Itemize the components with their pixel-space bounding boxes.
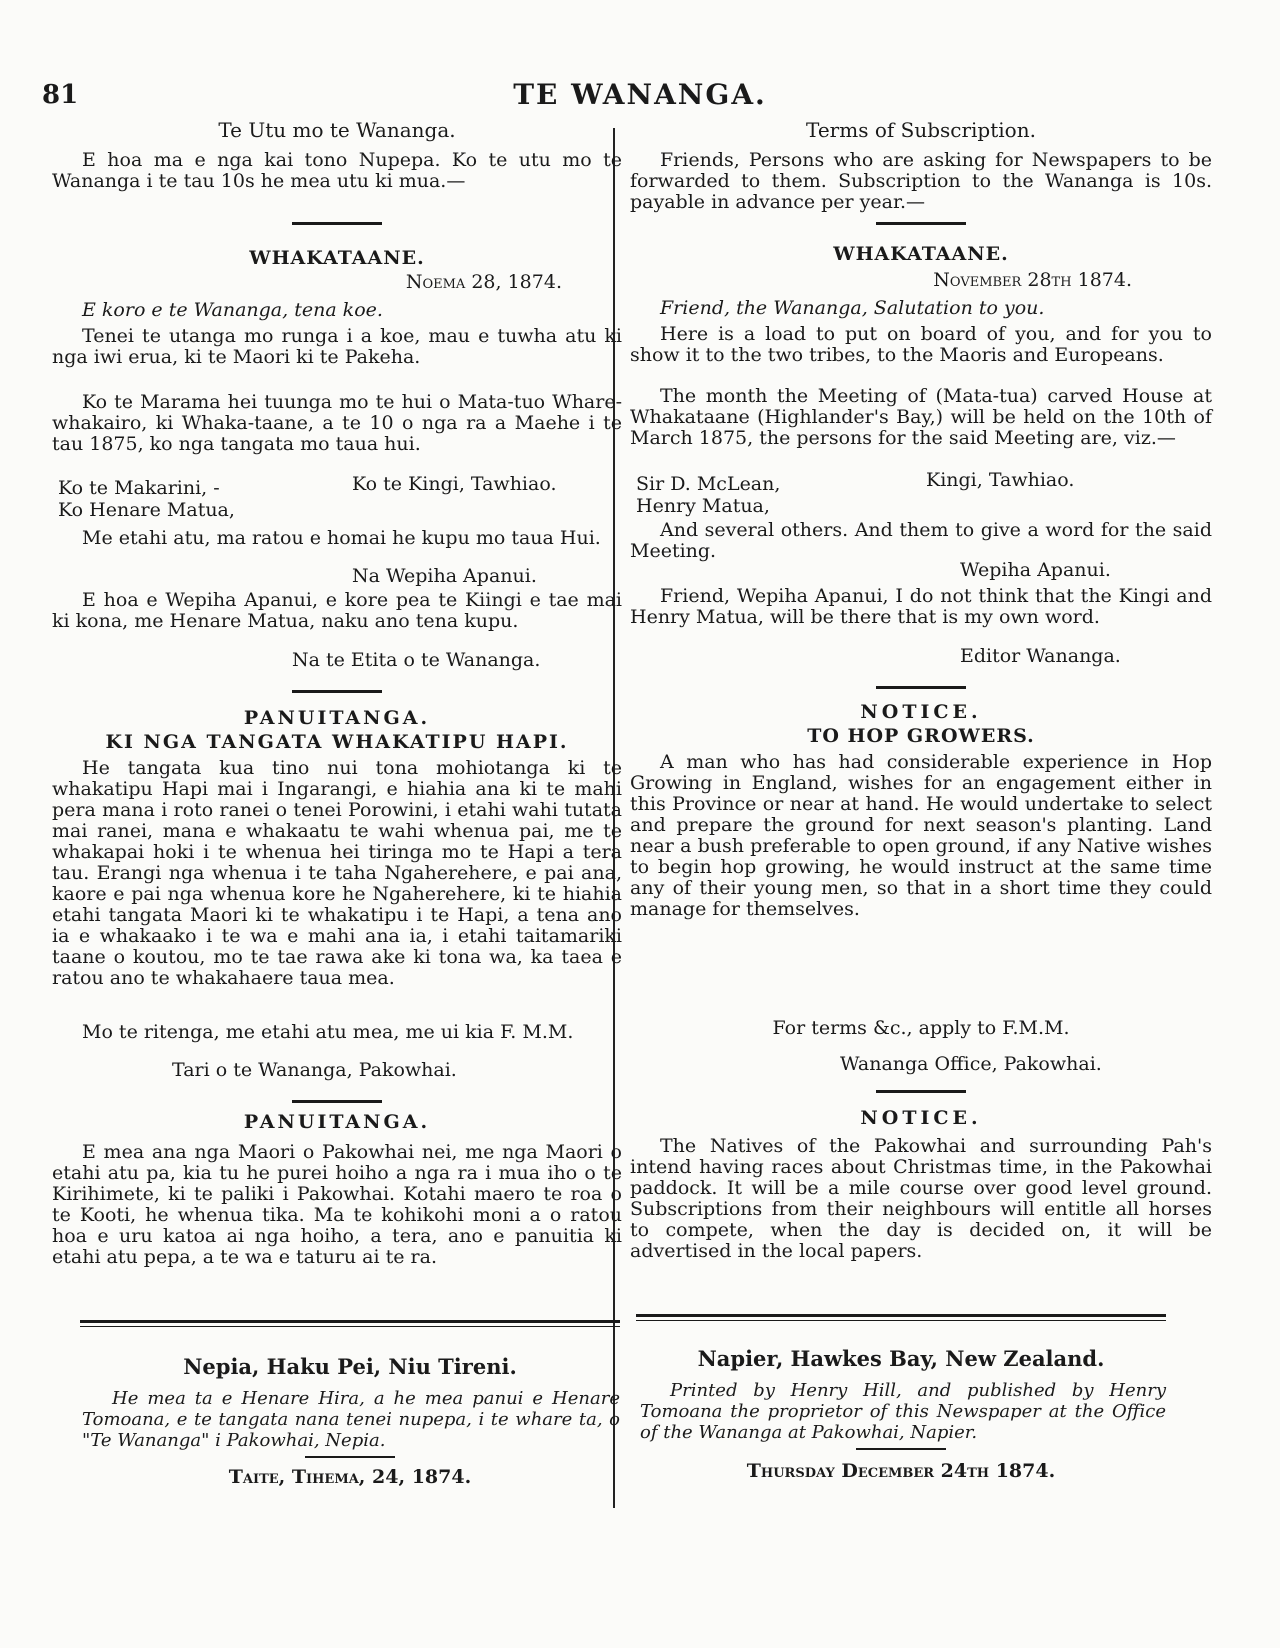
page-number: 81 <box>42 80 79 110</box>
divider <box>292 1100 382 1103</box>
notice-subheading: TO HOP GROWERS. <box>807 725 1035 747</box>
divider <box>856 1448 946 1450</box>
imprint-text: He mea ta e Henare Hira, a he mea panui e Henare Tomoana, e te tangata nana tenei nupepa, i te whare ta, o "Te Wananga" i Pakowhai, Nepia. <box>82 1388 620 1451</box>
letter-heading: WHAKATAANE. <box>833 243 1009 265</box>
footer-rule <box>80 1320 620 1323</box>
letter-paragraph: Here is a load to put on board of you, and for you to show it to the two tribes, to the Maoris and Europeans. <box>630 323 1212 366</box>
attendee-name: Kingi, Tawhiao. <box>926 469 1075 491</box>
letter-date: November 28th 1874. <box>933 269 1132 291</box>
subscription-title: Te Utu mo te Wananga. <box>218 118 456 142</box>
letter-paragraph: Tenei te utanga mo runga i a koe, mau e tuwha atu ki nga iwi erua, ki te Maori ki te Pakeha. <box>52 325 622 368</box>
attendee-name: Ko Henare Matua, <box>58 499 235 521</box>
subscription-text: Friends, Persons who are asking for Newspapers to be forwarded to them. Subscription to the Wananga is 10s. payable in advance per year.— <box>630 149 1212 213</box>
letter-date: Noema 28, 1874. <box>405 271 562 293</box>
attendee-name: Ko te Makarini, - <box>58 477 220 499</box>
letter-paragraph: The month the Meeting of (Mata-tua) carved House at Whakataane (Highlander's Bay,) will be held on the 10th of March 1875, the persons for the said Meeting are, viz.— <box>630 385 1212 449</box>
footer-rule <box>80 1326 620 1327</box>
letter-salutation: Friend, the Wananga, Salutation to you. <box>660 297 1045 319</box>
imprint-text: Printed by Henry Hill, and published by Henry Tomoana the proprietor of this Newspaper at the Office of the Wananga at Pakowhai, Napier. <box>640 1380 1166 1443</box>
reply-signature: Na te Etita o te Wananga. <box>292 649 541 671</box>
divider <box>305 1456 395 1458</box>
divider <box>292 222 382 225</box>
reply-signature: Editor Wananga. <box>960 645 1121 667</box>
notice-office: Wananga Office, Pakowhai. <box>840 1053 1102 1075</box>
notice-heading: NOTICE. <box>860 701 982 723</box>
footer-rule <box>636 1320 1166 1321</box>
letter-paragraph: Ko te Marama hei tuunga mo te hui o Mata-tuo Whare-whakairo, ki Whaka-taane, a te 10 o nga ra a Maehe i te tau 1875, ko nga tangata mo taua hui. <box>52 391 622 455</box>
divider <box>876 222 966 225</box>
subscription-title: Terms of Subscription. <box>806 118 1036 142</box>
divider <box>292 690 382 693</box>
letter-paragraph: Me etahi atu, ma ratou e homai he kupu mo taua Hui. <box>82 527 601 549</box>
notice-heading: PANUITANGA. <box>243 707 431 729</box>
attendee-name: Henry Matua, <box>636 495 770 517</box>
newspaper-title: TE WANANGA. <box>513 78 767 111</box>
letter-signature: Wepiha Apanui. <box>960 559 1111 581</box>
footer-rule <box>636 1314 1166 1317</box>
notice-heading: PANUITANGA. <box>243 1111 431 1133</box>
letter-heading: WHAKATAANE. <box>249 247 425 269</box>
divider <box>876 686 966 689</box>
divider <box>876 1090 966 1093</box>
notice-subheading: KI NGA TANGATA WHAKATIPU HAPI. <box>105 731 569 753</box>
notice-office: Tari o te Wananga, Pakowhai. <box>172 1059 457 1081</box>
notice-contact: Mo te ritenga, me etahi atu mea, me ui kia F. M.M. <box>82 1021 574 1043</box>
notice-contact: For terms &c., apply to F.M.M. <box>772 1017 1070 1039</box>
imprint-date: Taite, Tihema, 24, 1874. <box>228 1466 472 1488</box>
editor-reply: E hoa e Wepiha Apanui, e kore pea te Kiingi e tae mai ki kona, me Henare Matua, naku ano tena kupu. <box>52 589 622 632</box>
masthead <box>0 78 1280 118</box>
letter-paragraph: And several others. And them to give a word for the said Meeting. <box>630 519 1212 562</box>
notice-text: A man who has had considerable experience in Hop Growing in England, wishes for an engagement either in this Province or near at hand. He would undertake to select and prepare the ground for next season's planting. Land near a bush preferable to open ground, if any Native wishes to begin hop growing, he would instruct at the same time any of their young men, so that in a short time they could manage for themselves. <box>630 751 1212 920</box>
attendee-name: Ko te Kingi, Tawhiao. <box>352 473 557 495</box>
subscription-text: E hoa ma e nga kai tono Nupepa. Ko te utu mo te Wananga i te tau 10s he mea utu ki mua.— <box>52 149 622 192</box>
letter-salutation: E koro e te Wananga, tena koe. <box>82 299 383 321</box>
letter-signature: Na Wepiha Apanui. <box>352 565 537 587</box>
notice-text: E mea ana nga Maori o Pakowhai nei, me nga Maori o etahi atu pa, kia tu he purei hoiho a nga ra i mua iho o te Kirihimete, ki te paliki i Pakowhai. Kotahi maero te roa o te Kooti, he whenua tika. Ma te kohikohi moni a o ratou hoa e uru katoa ai nga hoiho, a tera, ano e panuitia ki etahi atu pepa, a te wa e taturu ai te ra. <box>52 1141 622 1268</box>
imprint-place: Napier, Hawkes Bay, New Zealand. <box>697 1346 1105 1371</box>
notice-text: He tangata kua tino nui tona mohiotanga ki te whakatipu Hapi mai i Ingarangi, e hiahia ana ki te mahi pera mana i roto ranei o tenei Porowini, i etahi wahi tutata mai ranei, mana e whakaatu te wahi whenua pai, me te whakapai hoki i te whenua hei tiringa mo te Hapi a tera tau. Erangi nga whenua i te taha Ngaherehere, e pai ana, kaore e pai nga whenua kore he Ngaherehere, ki te hiahia etahi tangata Maori ki te whakatipu i te Hapi, a tena ano ia e whakaako i te wa e mahi ana ia, i etahi taitamariki taane o koutou, mo te tae rawa ake ki tona wa, ka taea e ratou ano te whakahaere taua mea. <box>52 757 622 989</box>
imprint-place: Nepia, Haku Pei, Niu Tireni. <box>183 1354 517 1379</box>
imprint-date: Thursday December 24th 1874. <box>746 1460 1056 1482</box>
editor-reply: Friend, Wepiha Apanui, I do not think that the Kingi and Henry Matua, will be there that is my own word. <box>630 585 1212 628</box>
notice-text: The Natives of the Pakowhai and surrounding Pah's intend having races about Christmas time, in the Pakowhai paddock. It will be a mile course over good level ground. Subscriptions from their neighbours will entitle all horses to compete, when the day is decided on, it will be advertised in the local papers. <box>630 1135 1212 1262</box>
attendee-name: Sir D. McLean, <box>636 473 781 495</box>
notice-heading: NOTICE. <box>860 1107 982 1129</box>
